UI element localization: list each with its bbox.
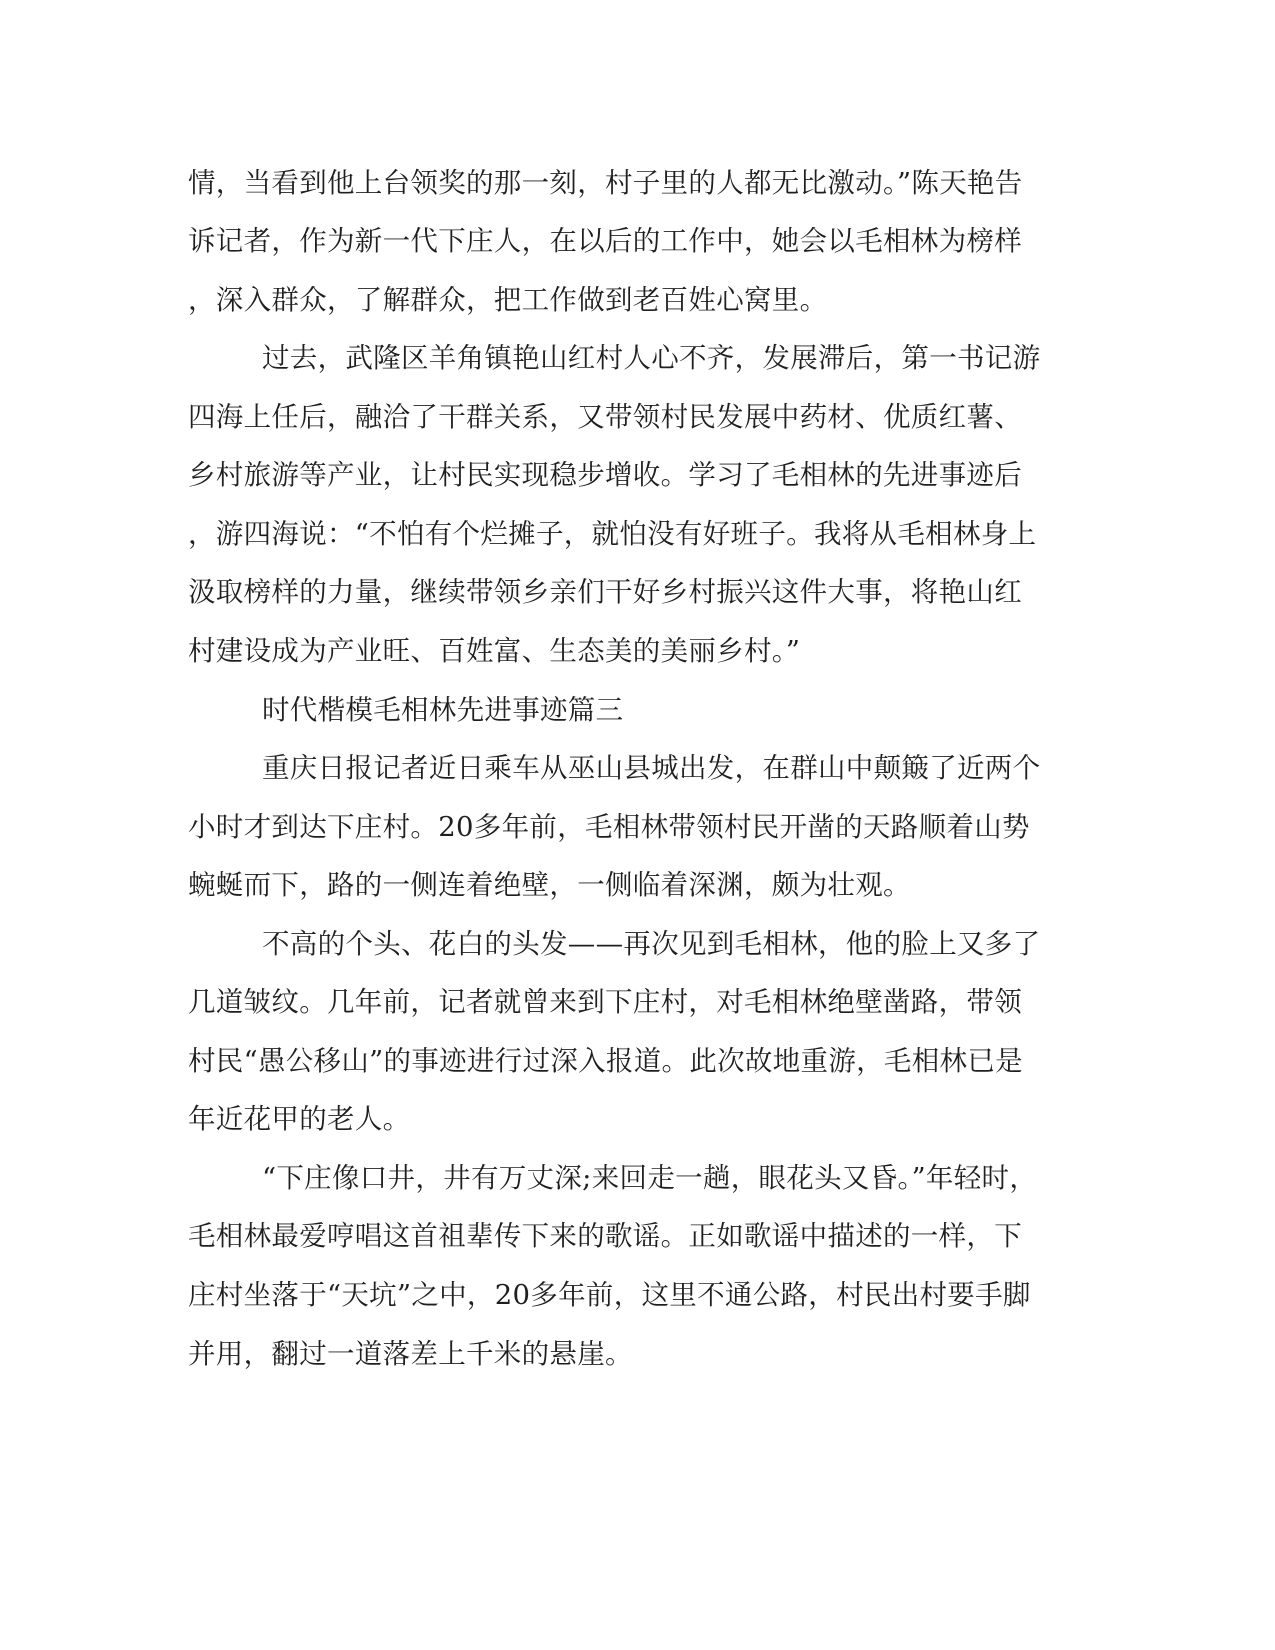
paragraph-line: 庄村坐落于“天坑”之中，20多年前，这里不通公路，村民出村要手脚: [188, 1279, 1031, 1311]
paragraph-line: ，游四海说：“不怕有个烂摊子，就怕没有好班子。我将从毛相林身上: [188, 518, 1037, 550]
paragraph-line: “下庄像口井，井有万丈深;来回走一趟，眼花头又昏。”年轻时，: [262, 1162, 1038, 1194]
paragraph-line: 村民“愚公移山”的事迹进行过深入报道。此次故地重游，毛相林已是: [188, 1045, 1023, 1077]
paragraph-line: 四海上任后，融洽了干群关系，又带领村民发展中药材、优质红薯、: [188, 401, 1022, 433]
paragraph-line: 诉记者，作为新一代下庄人，在以后的工作中，她会以毛相林为榜样: [188, 225, 1022, 257]
paragraph-line: 重庆日报记者近日乘车从巫山县城出发，在群山中颠簸了近两个: [262, 752, 1041, 784]
paragraph-line: 情，当看到他上台领奖的那一刻，村子里的人都无比激动。”陈天艳告: [188, 167, 1023, 199]
paragraph-line: 年近花甲的老人。: [188, 1103, 411, 1135]
paragraph-line: 蜿蜒而下，路的一侧连着绝壁，一侧临着深渊，颇为壮观。: [188, 869, 911, 901]
paragraph-line: ，深入群众，了解群众，把工作做到老百姓心窝里。: [188, 284, 828, 316]
paragraph-line: 毛相林最爱哼唱这首祖辈传下来的歌谣。正如歌谣中描述的一样，下: [188, 1220, 1022, 1252]
paragraph-line: 汲取榜样的力量，继续带领乡亲们干好乡村振兴这件大事，将艳山红: [188, 576, 1022, 608]
paragraph-line: 几道皱纹。几年前，记者就曾来到下庄村，对毛相林绝壁凿路，带领: [188, 986, 1022, 1018]
paragraph-line: 过去，武隆区羊角镇艳山红村人心不齐，发展滞后，第一书记游: [262, 342, 1041, 374]
paragraph-line: 村建设成为产业旺、百姓富、生态美的美丽乡村。”: [188, 635, 801, 667]
paragraph-line: 乡村旅游等产业，让村民实现稳步增收。学习了毛相林的先进事迹后: [188, 459, 1022, 491]
paragraph-line: 不高的个头、花白的头发——再次见到毛相林，他的脸上又多了: [262, 928, 1041, 960]
paragraph-line: 小时才到达下庄村。20多年前，毛相林带领村民开凿的天路顺着山势: [188, 811, 1030, 843]
section-heading: 时代楷模毛相林先进事迹篇三: [262, 694, 624, 726]
paragraph-line: 并用，翻过一道落差上千米的悬崖。: [188, 1338, 633, 1370]
